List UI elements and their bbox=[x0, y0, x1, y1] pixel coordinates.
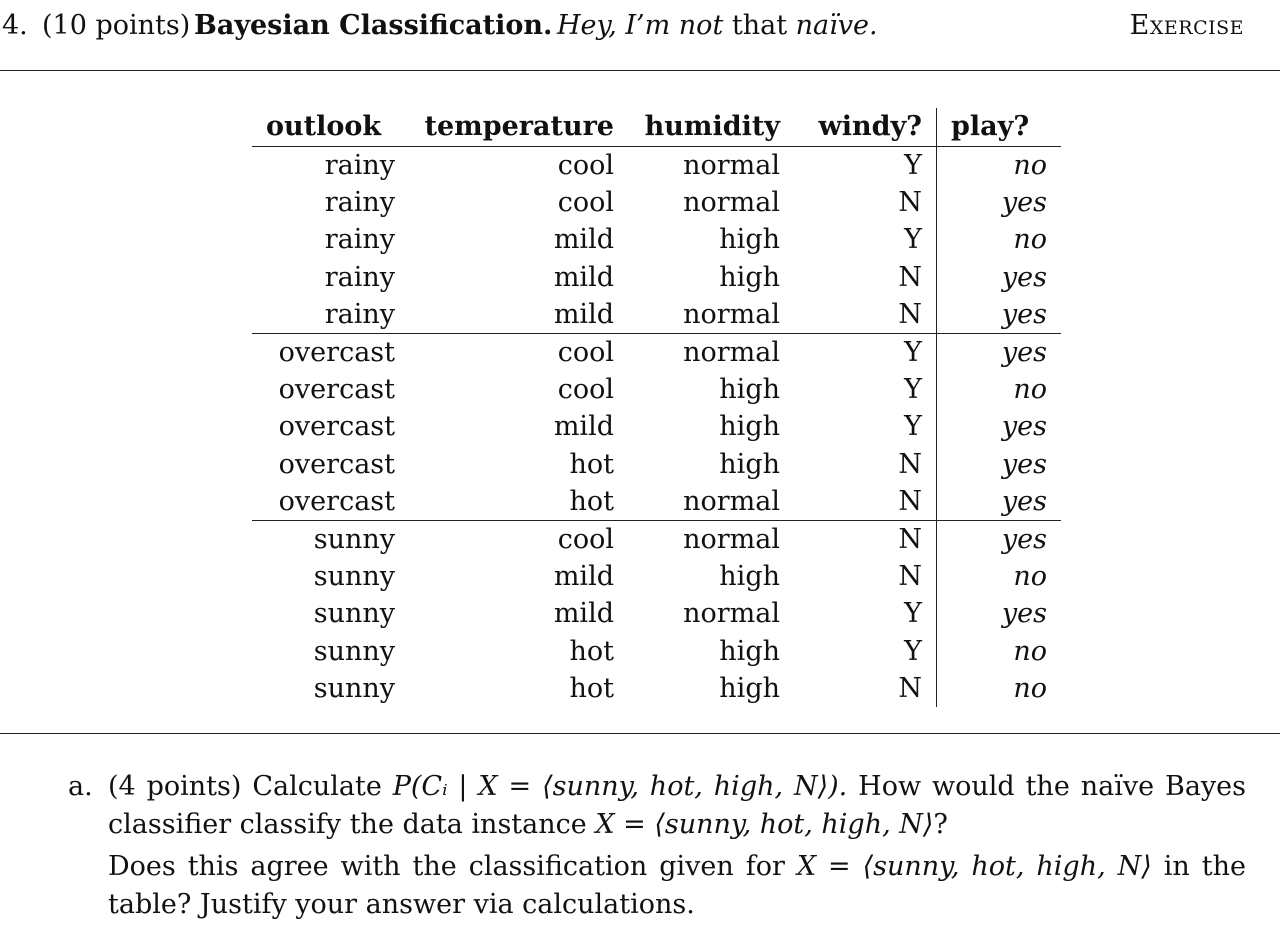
table-row bbox=[252, 483, 1061, 521]
cell-outlook: rainy bbox=[324, 224, 395, 256]
cell-windy: N bbox=[780, 521, 937, 559]
cell-outlook: rainy bbox=[324, 187, 395, 219]
table-body bbox=[252, 147, 1061, 708]
cell-play: no bbox=[1013, 561, 1047, 593]
cell-outlook: rainy bbox=[252, 296, 409, 334]
cell-outlook: rainy bbox=[324, 261, 395, 293]
part-a-line1-prefix: (4 points) Calculate bbox=[108, 771, 393, 802]
part-a-line1-suffix: How would the naïve Bayes classifier classify the data instance bbox=[108, 771, 1246, 840]
data-table-container bbox=[252, 108, 1061, 707]
part-a-line2-prefix: Does this agree with the classification given for bbox=[108, 851, 797, 882]
part-a-body bbox=[108, 768, 1246, 924]
cell-windy: N bbox=[780, 670, 937, 707]
cell-play: no bbox=[1013, 374, 1047, 406]
cell-play: no bbox=[1013, 150, 1047, 181]
cell-humidity: high bbox=[719, 261, 780, 293]
cell-outlook: sunny bbox=[313, 561, 395, 593]
subtitle-part-3: that bbox=[723, 10, 796, 41]
cell-play: yes bbox=[1001, 337, 1047, 369]
question-points: (10 points) bbox=[42, 10, 191, 41]
part-a-line2-suffix: in the table? Justify your answer via calculations. bbox=[108, 851, 1246, 920]
table-row bbox=[252, 446, 1061, 483]
cell-play: yes bbox=[1001, 411, 1047, 443]
cell-play: yes bbox=[1001, 261, 1047, 293]
cell-humidity: high bbox=[719, 448, 780, 480]
cell-humidity: normal bbox=[683, 337, 780, 369]
cell-humidity: high bbox=[719, 411, 780, 443]
cell-temperature: cool bbox=[557, 187, 614, 219]
table-row bbox=[252, 259, 1061, 296]
cell-windy: N bbox=[780, 483, 937, 521]
cell-temperature: hot bbox=[569, 448, 614, 480]
cell-windy: N bbox=[780, 296, 937, 334]
cell-outlook: overcast bbox=[278, 374, 395, 406]
cell-windy: Y bbox=[780, 408, 937, 445]
cell-play: no bbox=[1013, 635, 1047, 667]
cell-temperature: hot bbox=[569, 635, 614, 667]
part-a-instance-expression: X = ⟨sunny, hot, high, N⟩ bbox=[595, 809, 934, 840]
subtitle-part-2: not bbox=[678, 10, 724, 41]
cell-windy: Y bbox=[780, 221, 937, 258]
part-a-line1-end: ? bbox=[933, 809, 948, 840]
cell-outlook: sunny bbox=[313, 672, 395, 704]
cell-humidity: high bbox=[719, 635, 780, 667]
cell-windy: Y bbox=[780, 633, 937, 670]
column-header-windy: windy? bbox=[780, 108, 937, 147]
bottom-divider bbox=[0, 733, 1280, 734]
cell-play: no bbox=[1013, 672, 1047, 704]
table-row bbox=[252, 633, 1061, 670]
table-row bbox=[252, 296, 1061, 334]
table-row bbox=[252, 521, 1061, 559]
cell-humidity: normal bbox=[683, 524, 780, 556]
cell-play: yes bbox=[937, 483, 1062, 521]
cell-temperature: mild bbox=[553, 598, 614, 630]
part-a-instance-expression-2: X = ⟨sunny, hot, high, N⟩ bbox=[796, 851, 1152, 882]
cell-temperature: cool bbox=[557, 337, 614, 369]
cell-temperature: hot bbox=[409, 483, 614, 521]
table-header-row bbox=[252, 108, 1061, 147]
column-header-temperature: temperature bbox=[409, 108, 614, 147]
cell-play: no bbox=[1013, 224, 1047, 256]
cell-windy: Y bbox=[780, 334, 937, 372]
cell-temperature: mild bbox=[553, 411, 614, 443]
question-number: 4. bbox=[2, 10, 28, 41]
cell-humidity: normal bbox=[683, 598, 780, 630]
cell-windy: N bbox=[780, 184, 937, 221]
cell-windy: N bbox=[780, 259, 937, 296]
column-header-outlook: outlook bbox=[252, 108, 409, 147]
cell-windy: Y bbox=[780, 147, 937, 185]
subtitle-part-4: naïve. bbox=[795, 10, 878, 41]
column-header-play: play? bbox=[937, 108, 1062, 147]
question-subtitle bbox=[557, 8, 878, 44]
cell-humidity: high bbox=[719, 672, 780, 704]
cell-humidity: normal bbox=[614, 296, 780, 334]
data-table bbox=[252, 108, 1061, 707]
cell-play: yes bbox=[1001, 448, 1047, 480]
part-a-paragraph-1 bbox=[108, 768, 1246, 844]
table-row bbox=[252, 184, 1061, 221]
cell-temperature: mild bbox=[553, 224, 614, 256]
table-row bbox=[252, 408, 1061, 445]
cell-outlook: overcast bbox=[278, 337, 395, 369]
cell-outlook: overcast bbox=[278, 411, 395, 443]
cell-temperature: cool bbox=[557, 524, 614, 556]
cell-outlook: sunny bbox=[313, 598, 395, 630]
table-row bbox=[252, 221, 1061, 258]
cell-outlook: overcast bbox=[252, 483, 409, 521]
cell-temperature: hot bbox=[569, 672, 614, 704]
cell-outlook: sunny bbox=[313, 635, 395, 667]
cell-temperature: mild bbox=[553, 261, 614, 293]
cell-outlook: overcast bbox=[278, 448, 395, 480]
cell-play: yes bbox=[1001, 524, 1047, 556]
cell-outlook: sunny bbox=[313, 524, 395, 556]
table-row bbox=[252, 334, 1061, 372]
cell-humidity: normal bbox=[683, 150, 780, 181]
cell-windy: Y bbox=[780, 595, 937, 632]
cell-temperature: mild bbox=[553, 561, 614, 593]
question-title: Bayesian Classification. bbox=[194, 10, 553, 41]
column-header-humidity: humidity bbox=[614, 108, 780, 147]
cell-humidity: high bbox=[719, 224, 780, 256]
table-row bbox=[252, 595, 1061, 632]
table-row bbox=[252, 670, 1061, 707]
cell-humidity: high bbox=[719, 561, 780, 593]
cell-temperature: cool bbox=[557, 150, 614, 181]
cell-windy: N bbox=[780, 558, 937, 595]
cell-temperature: mild bbox=[409, 296, 614, 334]
table-row bbox=[252, 558, 1061, 595]
part-a-label: a. bbox=[68, 771, 93, 802]
cell-temperature: cool bbox=[557, 374, 614, 406]
part-a-probability-expression: P(Cᵢ | X = ⟨sunny, hot, high, N⟩). bbox=[392, 771, 848, 802]
table-row bbox=[252, 147, 1061, 185]
table-row bbox=[252, 371, 1061, 408]
exercise-label: Exercise bbox=[1129, 10, 1244, 41]
cell-outlook: rainy bbox=[324, 150, 395, 181]
subtitle-part-1: Hey, I’m bbox=[557, 10, 679, 41]
question-header bbox=[0, 8, 1284, 44]
cell-humidity: normal bbox=[683, 187, 780, 219]
top-divider bbox=[0, 70, 1280, 71]
cell-windy: N bbox=[780, 446, 937, 483]
cell-humidity: high bbox=[719, 374, 780, 406]
part-a-paragraph-2 bbox=[108, 848, 1246, 924]
cell-play: yes bbox=[1001, 187, 1047, 219]
cell-windy: Y bbox=[780, 371, 937, 408]
cell-humidity: normal bbox=[614, 483, 780, 521]
cell-play: yes bbox=[1001, 598, 1047, 630]
cell-play: yes bbox=[937, 296, 1062, 334]
